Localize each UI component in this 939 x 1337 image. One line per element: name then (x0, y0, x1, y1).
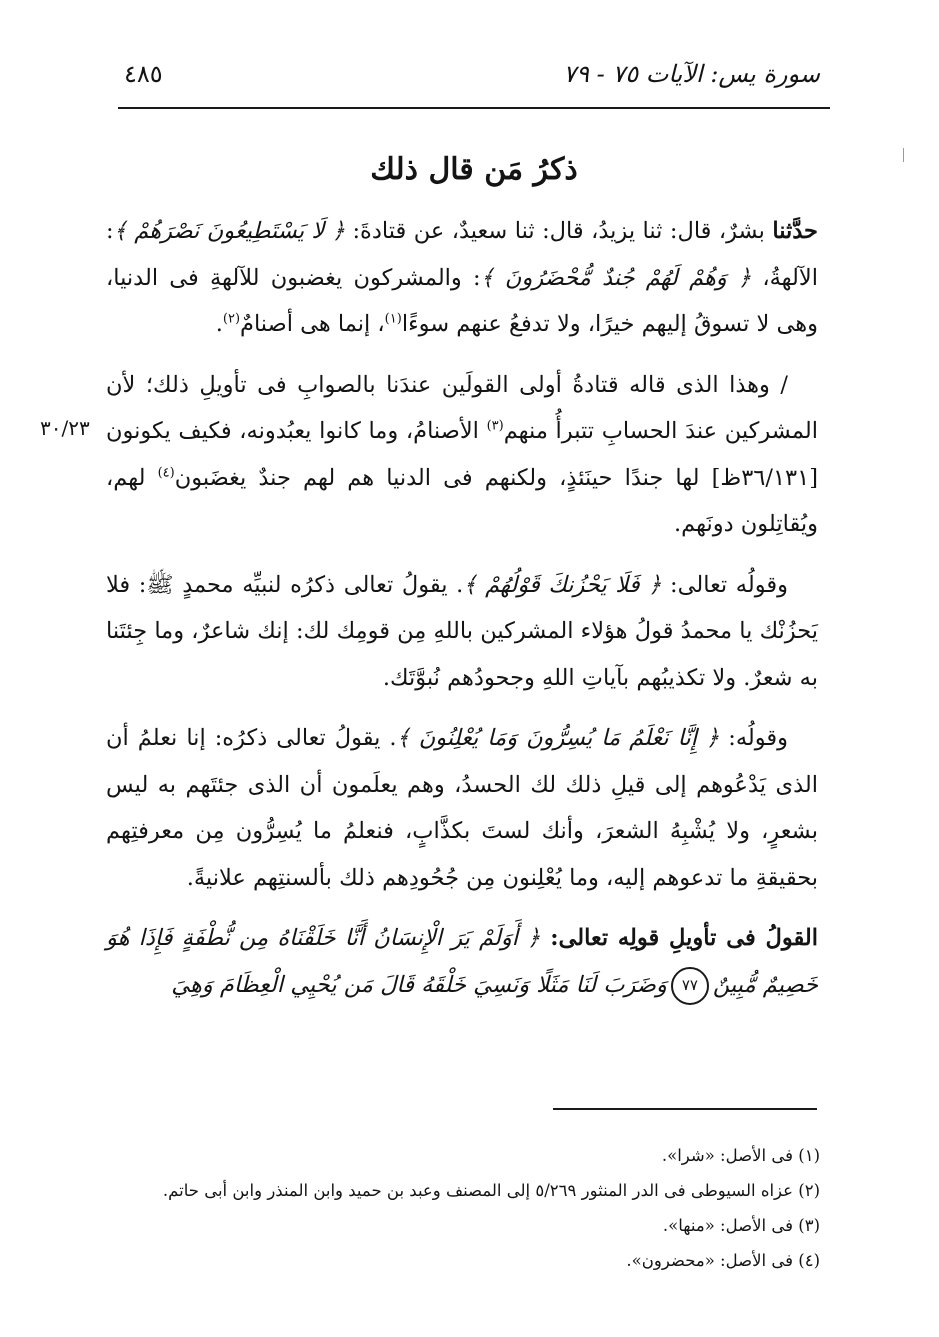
footnote-ref-2: (٢) (222, 311, 241, 327)
footnote-4: (٤) فى الأصل: «محضرون». (626, 1251, 820, 1270)
paragraph-5-lead: القولُ فى تأويلِ قولِه تعالى: (540, 925, 819, 951)
paragraph-1-lead: حدَّثنا (772, 218, 818, 244)
footnote-2: (٢) عزاه السيوطى فى الدر المنثور ٥/٢٦٩ إلى المصنف وعبد بن حميد وابن المنذر وابن أبى حاتم. (162, 1181, 820, 1200)
running-header (118, 52, 830, 102)
paragraph-4-text-b: . يقولُ تعالى ذكرُه: إنا نعلمُ أن الذى يَدْعُوهم إلى قيلِ ذلك لك الحسدُ، وهم يعلَمون أن الذى جئتَهم به ليس بشعرٍ، ولا يُشْبِهُ الشعرَ، وأنك لستَ بكذَّابٍ، فنعلمُ ما يُسِرُّون مِن معرفتِهم بحقيقةِ ما تدعوهم إليه، وما يُعْلِنون مِن جُحُودِهم ذلك بألسنتِهم علانيةً. (106, 725, 818, 891)
footnotes (110, 1138, 820, 1278)
footnote-3: (٣) فى الأصل: «منها». (662, 1216, 820, 1235)
paragraph-1-text-a: بشرٌ، قال: ثنا يزيدُ، قال: ثنا سعيدٌ، عن قتادةَ: (345, 218, 773, 244)
section-heading: ذكرُ مَن قال ذلك (370, 152, 578, 187)
paragraph-1-text-c: : والمشركون يغضبون للآلهةِ فى الدنيا، وهى لا تسوقُ إليهم خيرًا، ولا تدفعُ عنهم سوءًا (106, 264, 818, 337)
page-number: ٤٨٥ (124, 60, 163, 88)
paragraph-1-text-d: ، إنما هى أصنامٌ (240, 311, 385, 337)
paragraph-3 (106, 562, 818, 702)
paragraph-5 (106, 915, 818, 1008)
paragraph-1-text-e: . (215, 311, 223, 337)
footnote-ref-4: (٤) (157, 465, 175, 480)
ayah-number-marker: ٧٧ (671, 967, 709, 1005)
paragraph-1 (106, 208, 818, 348)
margin-volume-reference: ٣٠/٢٣ (40, 416, 90, 440)
paragraph-2-text-a: / وهذا الذى قاله قتادةُ أولى القولَين عندَنا بالصوابِ فى تأويلِ ذلك؛ لأن المشركين عندَ الحسابِ تتبرأُ منهم (106, 371, 818, 444)
quran-quote: وَضَرَبَ لَنَا مَثَلًا وَنَسِيَ خَلْقَهُ قَالَ مَن يُحْيِي الْعِظَامَ وَهِيَ (171, 971, 667, 998)
quran-quote: ﴿ أَوَلَمْ يَرَ الْإِنسَانُ أَنَّا خَلَقْنَاهُ مِن نُّطْفَةٍ فَإِذَا هُوَ خَصِيمٌ مُّبِينٌ (106, 925, 818, 998)
paragraph-2-text-c: لهم، ويُقاتِلون دونَهم. (106, 464, 818, 537)
running-header-title: سورة يس: الآيات ٧٥ - ٧٩ (563, 60, 820, 88)
quran-quote: ﴿ وَهُمْ لَهُمْ جُندٌ مُّحْضَرُونَ ﴾ (480, 264, 752, 291)
paragraph-3-text-b: . يقولُ تعالى ذكرُه لنبيِّه محمدٍ ﷺ: فلا يَحزُنْك يا محمدُ قولُ هؤلاء المشركين باللهِ مِن قومِك لك: إنك شاعرٌ، وما جِئتَنا به شعرٌ. ولا تكذيبُهم بآياتِ اللهِ وجحودُهم نُبوَّتَك. (106, 571, 818, 691)
footnote-ref-3: (٣) (486, 418, 504, 434)
margin-mark (903, 148, 904, 162)
body-text (106, 208, 818, 1016)
header-rule (118, 107, 830, 109)
paragraph-3-text-a: وقولُه تعالى: (661, 571, 788, 598)
paragraph-4 (106, 715, 818, 901)
quran-quote: ﴿ إِنَّا نَعْلَمُ مَا يُسِرُّونَ وَمَا يُعْلِنُونَ ﴾ (396, 725, 720, 751)
footnote-1: (١) فى الأصل: «شرا». (661, 1146, 820, 1165)
paragraph-2-text-b: الأصنامُ، وما كانوا يعبُدونه، فكيف يكونون [٣٦/١٣١ظ] لها جندًا حينَئذٍ، ولكنهم فى الدنيا هم لهم جندٌ يغضَبون (106, 418, 818, 491)
quran-quote: ﴿ فَلَا يَحْزُنكَ قَوْلُهُمْ ﴾ (463, 571, 662, 598)
paragraph-4-text-a: وقولُه: (719, 725, 788, 751)
quran-quote: ﴿ لَا يَسْتَطِيعُونَ نَصْرَهُمْ ﴾ (113, 218, 345, 244)
footnote-separator (553, 1108, 817, 1110)
paragraph-2 (106, 362, 818, 548)
paragraph-1-text-b: : الآلهةُ، (106, 218, 818, 291)
footnote-ref-1: (١) (384, 311, 402, 327)
